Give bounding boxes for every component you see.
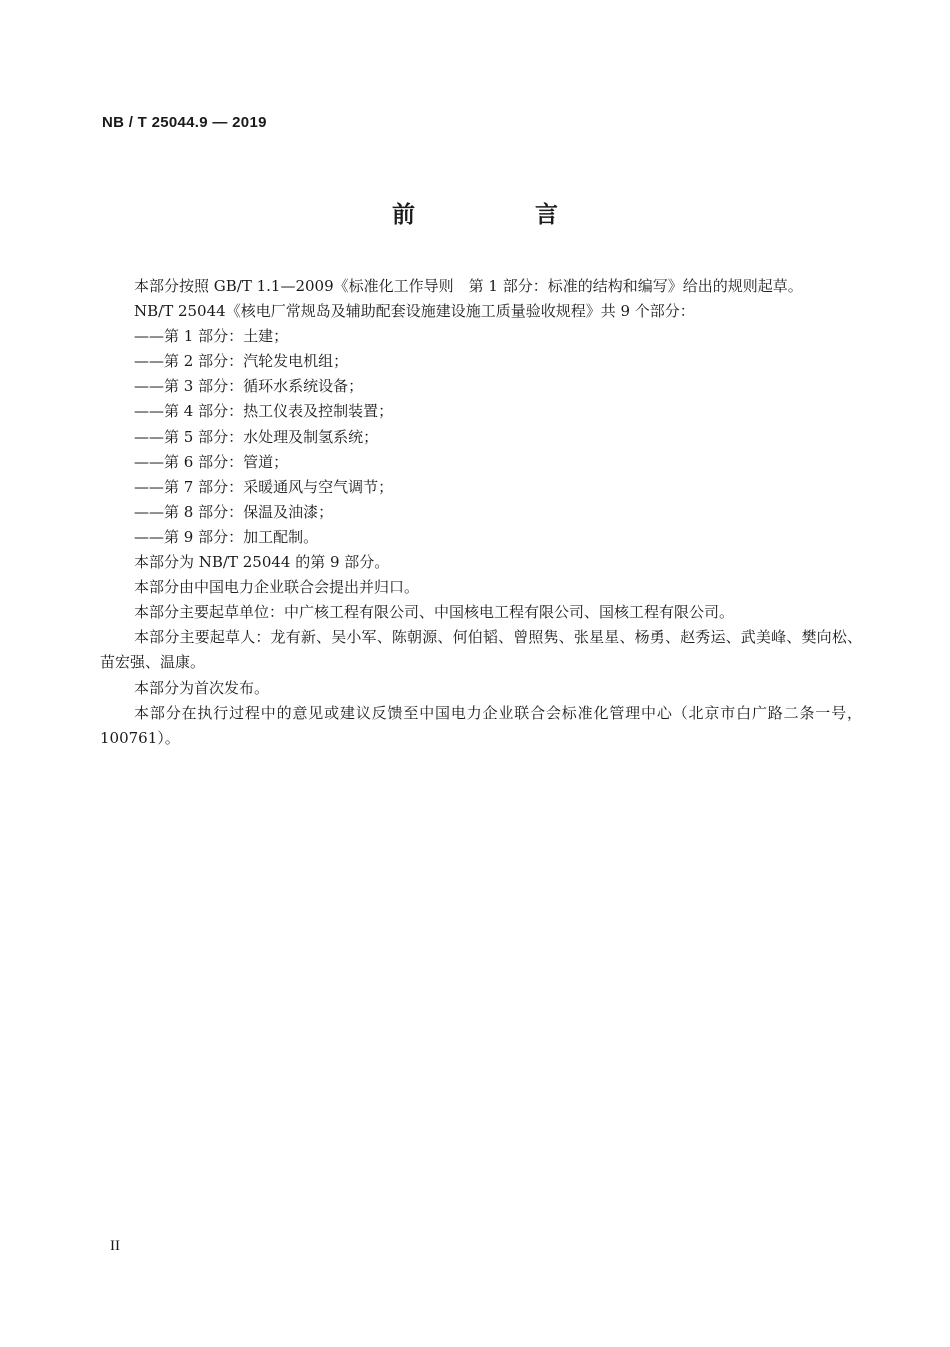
foreword-body xyxy=(100,274,862,751)
intro-paragraph: 本部分按照 GB/T 1.1—2009《标准化工作导则 第 1 部分：标准的结构和编写》给出的规则起草。 xyxy=(134,277,803,295)
closing-paragraph: 本部分为 NB/T 25044 的第 9 部分。 xyxy=(134,553,390,572)
page-title: 前 言 xyxy=(391,202,614,228)
list-item: ——第 1 部分：土建； xyxy=(134,327,289,346)
list-item: ——第 7 部分：采暖通风与空气调节； xyxy=(134,477,394,496)
list-item: ——第 5 部分：水处理及制氢系统； xyxy=(134,427,379,446)
intro-paragraph: NB/T 25044《核电厂常规岛及辅助配套设施建设施工质量验收规程》共 9 个部分： xyxy=(134,302,695,321)
list-item: ——第 2 部分：汽轮发电机组； xyxy=(134,352,349,371)
standard-code: NB / T 25044.9 — 2019 xyxy=(102,114,267,131)
closing-paragraph: 本部分由中国电力企业联合会提出并归口。 xyxy=(134,578,420,597)
list-item: ——第 3 部分：循环水系统设备； xyxy=(134,377,364,396)
list-item: ——第 6 部分：管道； xyxy=(134,452,289,471)
drafting-units: 本部分主要起草单位：中广核工程有限公司、中国核电工程有限公司、国核工程有限公司。 xyxy=(134,603,735,622)
list-item: ——第 4 部分：热工仪表及控制装置； xyxy=(134,402,394,421)
drafters: 本部分主要起草人：龙有新、吴小军、陈朝源、何伯韬、曾照隽、张星星、杨勇、赵秀运、武美峰、樊向松、苗宏强、温康。 xyxy=(100,628,862,672)
closing-paragraph: 本部分为首次发布。 xyxy=(134,678,270,697)
parts-list xyxy=(100,324,862,550)
list-item: ——第 8 部分：保温及油漆； xyxy=(134,502,334,521)
page-number: II xyxy=(110,1238,120,1254)
list-item: ——第 9 部分：加工配制。 xyxy=(134,527,319,546)
feedback-paragraph: 本部分在执行过程中的意见或建议反馈至中国电力企业联合会标准化管理中心（北京市白广路二条一号，100761）。 xyxy=(100,703,862,747)
